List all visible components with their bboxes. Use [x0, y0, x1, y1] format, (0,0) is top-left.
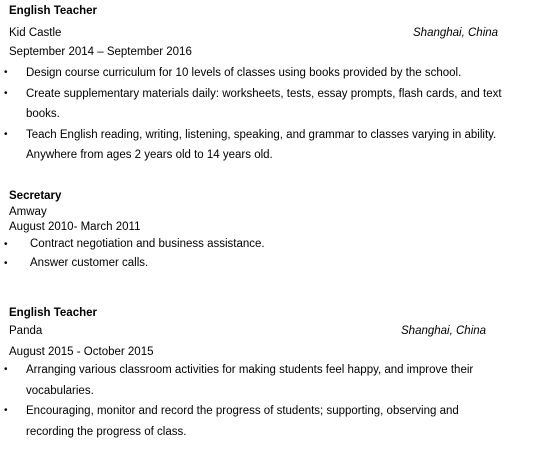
list-item-continuation: [0, 422, 534, 443]
list-item-continuation: [0, 381, 534, 402]
bullet-text: vocabularies.: [26, 384, 94, 397]
list-item: [0, 235, 534, 254]
list-item: [0, 254, 534, 273]
responsibility-list: [0, 235, 534, 273]
bullet-icon: •: [4, 364, 8, 375]
company-name: Kid Castle: [9, 27, 62, 39]
bullet-icon: •: [4, 405, 8, 416]
job-dates: August 2015 - October 2015: [9, 346, 154, 358]
list-item: [0, 63, 534, 84]
responsibility-list: [0, 360, 534, 442]
bullet-text: recording the progress of class.: [26, 425, 187, 438]
bullet-text: Create supplementary materials daily: worksheets, tests, essay prompts, flash cards, and text: [26, 87, 502, 100]
list-item-continuation: [0, 145, 534, 166]
bullet-text: Anywhere from ages 2 years old to 14 years old.: [26, 149, 273, 161]
list-item: [0, 360, 534, 381]
job-dates: September 2014 – September 2016: [9, 46, 192, 58]
job-title: English Teacher: [9, 307, 97, 319]
bullet-icon: •: [4, 67, 8, 78]
bullet-text: Arranging various classroom activities for making students feel happy, and improve their: [26, 364, 474, 376]
list-item: [0, 125, 534, 146]
bullet-text: Contract negotiation and business assistance.: [30, 238, 265, 250]
bullet-icon: •: [4, 128, 8, 140]
job-title: English Teacher: [9, 5, 97, 17]
bullet-text: Teach English reading, writing, listening, speaking, and grammar to classes varying in ability.: [26, 128, 497, 141]
bullet-text: Answer customer calls.: [30, 257, 149, 269]
bullet-icon: •: [4, 258, 8, 269]
bullet-icon: •: [4, 239, 8, 250]
list-item: [0, 84, 534, 105]
bullet-text: Encouraging, monitor and record the progress of students; supporting, observing and: [26, 405, 459, 417]
list-item-continuation: [0, 104, 534, 125]
job-location: Shanghai, China: [413, 27, 499, 39]
responsibility-list: [0, 63, 534, 166]
company-name: Panda: [9, 325, 43, 337]
bullet-icon: •: [4, 87, 8, 99]
company-name: Amway: [9, 206, 47, 218]
list-item: [0, 401, 534, 422]
bullet-text: Design course curriculum for 10 levels of classes using books provided by the school.: [26, 67, 462, 79]
bullet-text: books.: [26, 108, 60, 120]
job-location: Shanghai, China: [401, 325, 487, 337]
job-dates: August 2010- March 2011: [9, 221, 141, 233]
job-title: Secretary: [9, 190, 62, 202]
